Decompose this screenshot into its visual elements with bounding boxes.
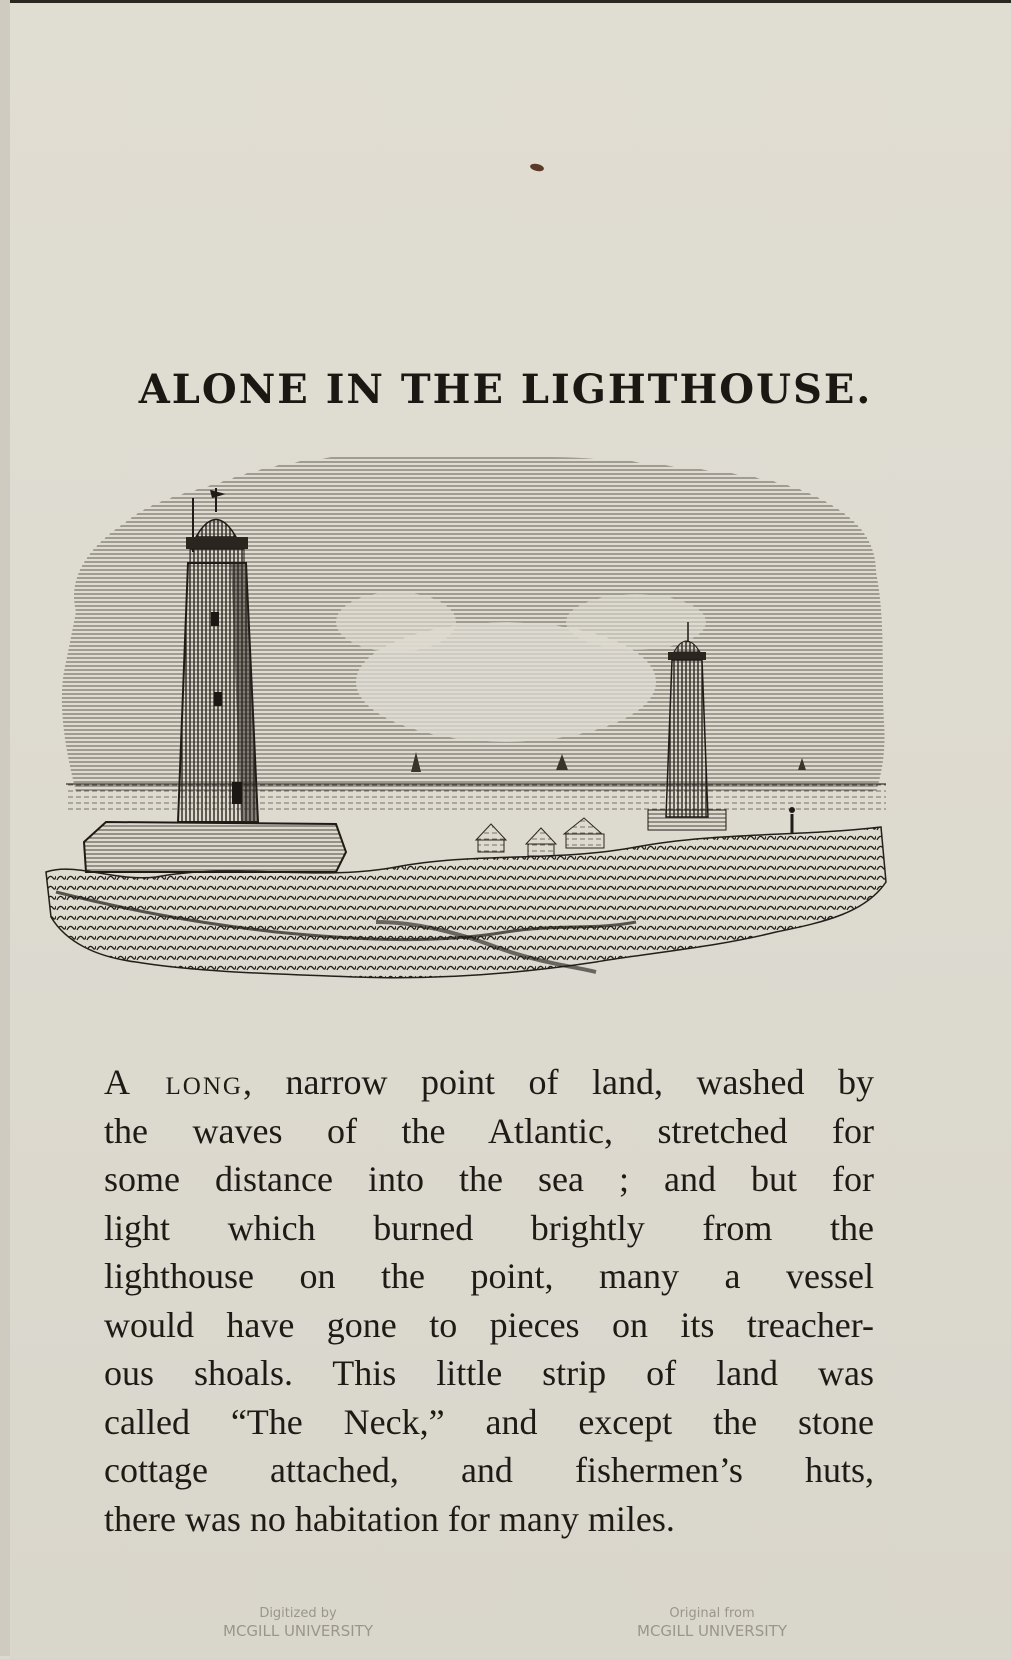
original-from-watermark [628,1606,796,1640]
body-line-10: there was no habitation for many miles. [104,1498,675,1539]
body-line-1: A long, narrow point of land, washed by [104,1062,874,1102]
body-line-8: called “The Neck,” and except the stone [104,1401,874,1442]
lead-word: A long [104,1062,243,1102]
digitized-by-watermark [214,1606,382,1640]
lighthouse-engraving [36,452,928,1032]
page-title: ALONE IN THE LIGHTHOUSE. [138,366,873,413]
original-from-institution: MCGILL UNIVERSITY [637,1622,787,1640]
body-line-6: would have gone to pieces on its treacher- [104,1304,874,1345]
body-line-9: cottage attached, and fishermen’s huts, [104,1450,874,1490]
body-line-4: light which burned brightly from the [104,1207,874,1248]
original-from-label: Original from [669,1606,755,1621]
body-line-3: some distance into the sea ; and but for [104,1159,874,1199]
digitized-by-label: Digitized by [259,1606,337,1621]
page-left-edge [0,0,10,1656]
article-body [104,1058,874,1543]
body-line-2: the waves of the Atlantic, stretched for [104,1110,874,1151]
body-line-5: lighthouse on the point, many a vessel [104,1256,874,1296]
big-lighthouse [178,488,258,822]
body-line-7: ous shoals. This little strip of land was [104,1353,874,1393]
digitized-by-institution: MCGILL UNIVERSITY [223,1622,373,1640]
